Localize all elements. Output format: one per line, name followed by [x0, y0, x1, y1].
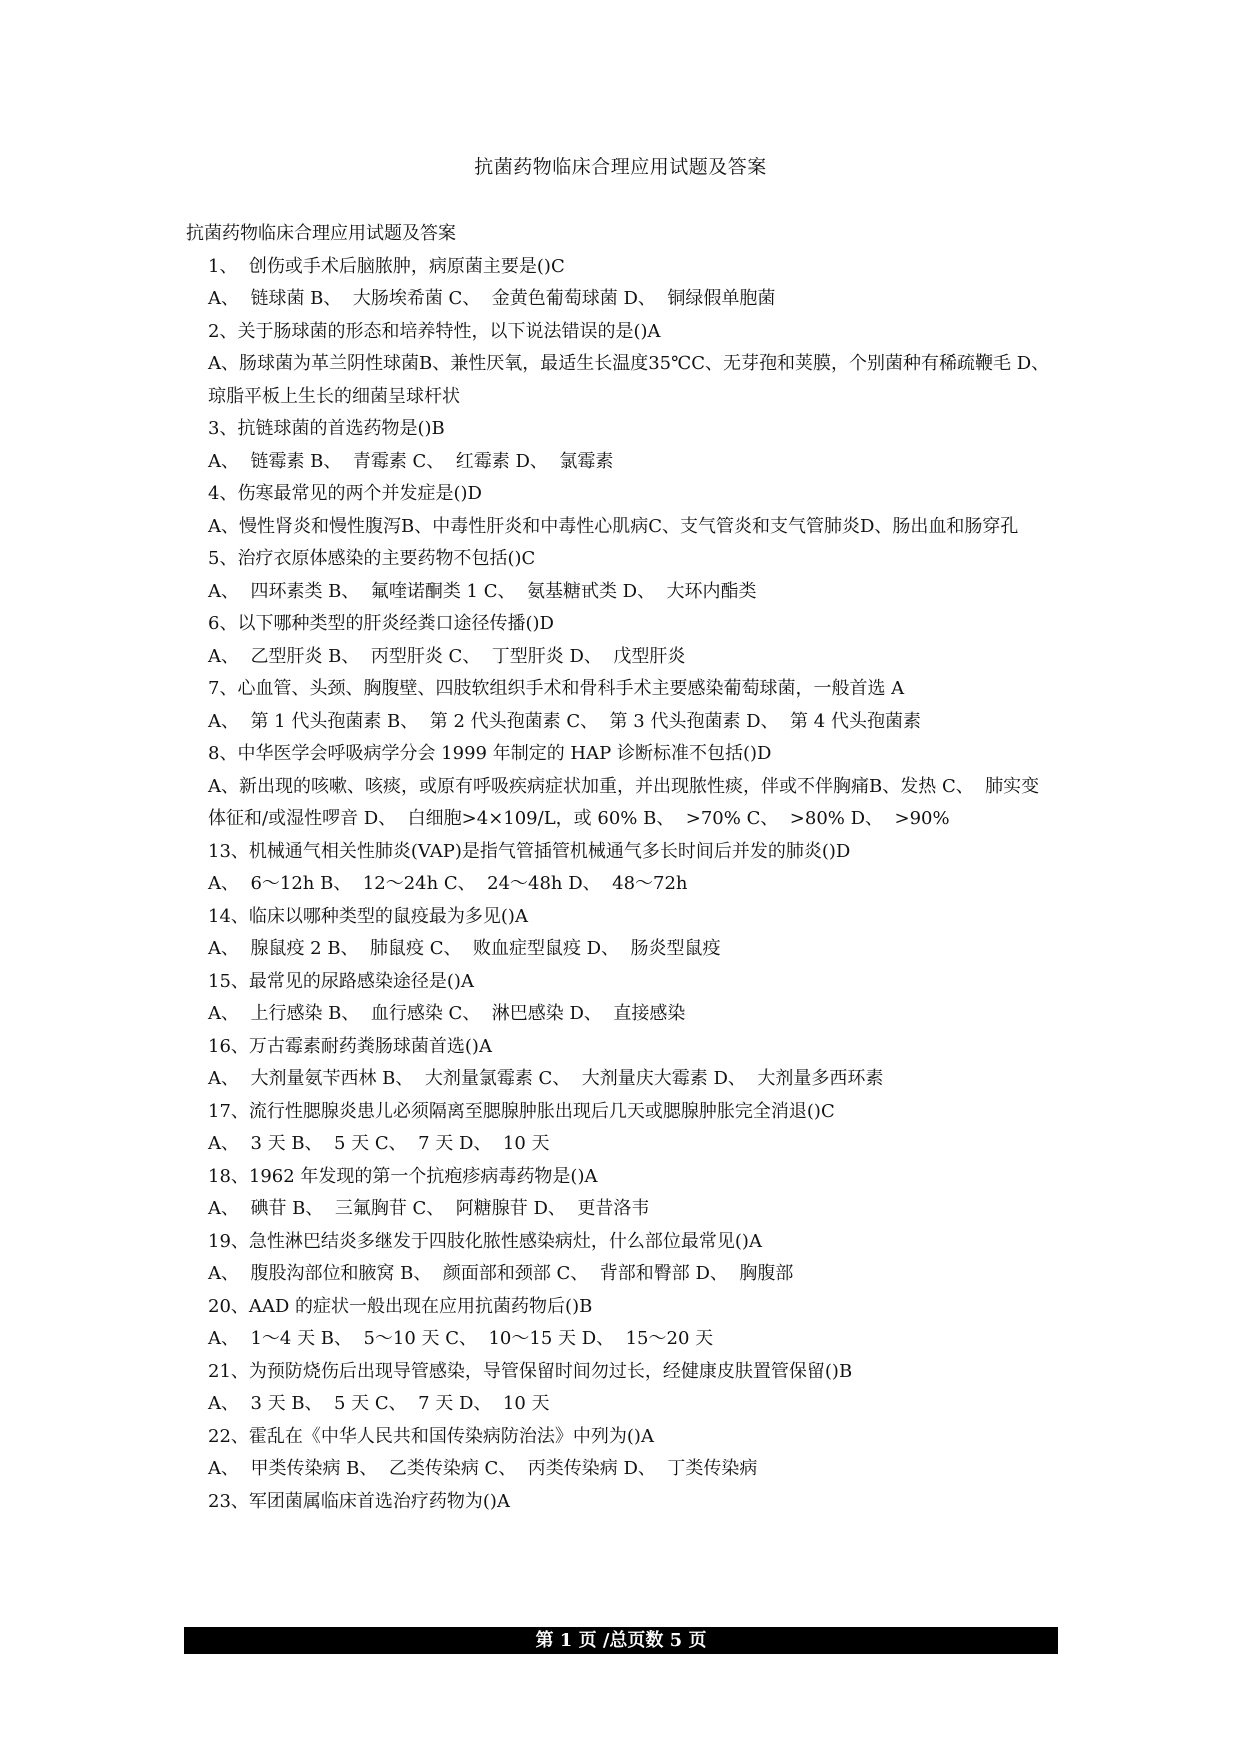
answer-options: A、新出现的咳嗽、咳痰，或原有呼吸疾病症状加重，并出现脓性痰，伴或不伴胸痛B、发热 C、 肺实变体征和/或湿性啰音 D、 白细胞>4×109/L，或 60% B、 >70% C、 >80% D、 >90%	[208, 775, 1040, 829]
question-item: 6、以下哪种类型的肝炎经粪口途径传播()D	[208, 613, 554, 634]
question-item: 22、霍乱在《中华人民共和国传染病防治法》中列为()A	[208, 1425, 654, 1447]
answer-options: A、 3 天 B、 5 天 C、 7 天 D、 10 天	[208, 1393, 550, 1414]
question-item: 5、治疗衣原体感染的主要药物不包括()C	[208, 548, 536, 569]
page-title: 抗菌药物临床合理应用试题及答案	[474, 156, 767, 178]
question-item: 18、1962 年发现的第一个抗疱疹病毒药物是()A	[208, 1165, 598, 1187]
answer-options: A、 第 1 代头孢菌素 B、 第 2 代头孢菌素 C、 第 3 代头孢菌素 D、 第 4 代头孢菌素	[208, 710, 921, 732]
answer-options: A、 碘苷 B、 三氟胸苷 C、 阿糖腺苷 D、 更昔洛韦	[208, 1198, 650, 1219]
question-item: 2、关于肠球菌的形态和培养特性，以下说法错误的是()A	[208, 320, 661, 342]
document-heading: 抗菌药物临床合理应用试题及答案	[186, 223, 456, 244]
page-footer	[184, 1627, 1058, 1654]
answer-options: A、 腹股沟部位和腋窝 B、 颜面部和颈部 C、 背部和臀部 D、 胸腹部	[208, 1263, 794, 1284]
question-item: 13、机械通气相关性肺炎(VAP)是指气管插管机械通气多长时间后并发的肺炎()D	[208, 840, 851, 862]
answer-options: A、 链球菌 B、 大肠埃希菌 C、 金黄色葡萄球菌 D、 铜绿假单胞菌	[208, 288, 776, 309]
question-item: 16、万古霉素耐药粪肠球菌首选()A	[208, 1035, 492, 1057]
answer-options: A、 6～12h B、 12～24h C、 24～48h D、 48～72h	[208, 873, 688, 894]
question-item: 14、临床以哪种类型的鼠疫最为多见()A	[208, 905, 528, 927]
answer-options: A、 链霉素 B、 青霉素 C、 红霉素 D、 氯霉素	[208, 450, 614, 472]
question-item: 21、为预防烧伤后出现导管感染，导管保留时间勿过长，经健康皮肤置管保留()B	[208, 1360, 853, 1382]
question-item: 3、抗链球菌的首选药物是()B	[208, 418, 445, 439]
page-number-label: 第 1 页 /总页数 5 页	[535, 1630, 707, 1651]
question-item: 8、中华医学会呼吸病学分会 1999 年制定的 HAP 诊断标准不包括()D	[208, 743, 772, 764]
answer-options: A、 四环素类 B、 氟喹诺酮类 1 C、 氨基糖甙类 D、 大环内酯类	[208, 580, 757, 602]
question-item: 15、最常见的尿路感染途径是()A	[208, 970, 474, 992]
question-item: 19、急性淋巴结炎多继发于四肢化脓性感染病灶，什么部位最常见()A	[208, 1230, 762, 1252]
answer-options: A、 3 天 B、 5 天 C、 7 天 D、 10 天	[208, 1133, 550, 1154]
question-item: 1、 创伤或手术后脑脓肿，病原菌主要是()C	[208, 255, 565, 277]
answer-options: A、 大剂量氨苄西林 B、 大剂量氯霉素 C、 大剂量庆大霉素 D、 大剂量多西环素	[208, 1068, 884, 1089]
document-body	[186, 218, 1061, 1518]
question-item: 20、AAD 的症状一般出现在应用抗菌药物后()B	[208, 1295, 593, 1317]
answer-options: A、慢性肾炎和慢性腹泻B、中毒性肝炎和中毒性心肌病C、支气管炎和支气管肺炎D、肠出血和肠穿孔	[208, 515, 1019, 537]
question-item: 7、心血管、头颈、胸腹壁、四肢软组织手术和骨科手术主要感染葡萄球菌，一般首选 A	[208, 678, 905, 699]
question-item: 23、军团菌属临床首选治疗药物为()A	[208, 1490, 510, 1512]
question-list	[186, 251, 1061, 1519]
question-item: 17、流行性腮腺炎患儿必须隔离至腮腺肿胀出现后几天或腮腺肿胀完全消退()C	[208, 1100, 835, 1122]
answer-options: A、 腺鼠疫 2 B、 肺鼠疫 C、 败血症型鼠疫 D、 肠炎型鼠疫	[208, 938, 721, 959]
answer-options: A、 上行感染 B、 血行感染 C、 淋巴感染 D、 直接感染	[208, 1003, 686, 1024]
answer-options: A、 乙型肝炎 B、 丙型肝炎 C、 丁型肝炎 D、 戊型肝炎	[208, 645, 686, 667]
answer-options: A、 甲类传染病 B、 乙类传染病 C、 丙类传染病 D、 丁类传染病	[208, 1458, 758, 1479]
question-item: 4、伤寒最常见的两个并发症是()D	[208, 483, 482, 504]
answer-options: A、肠球菌为革兰阴性球菌B、兼性厌氧，最适生长温度35℃C、无芽孢和荚膜，个别菌种有稀疏鞭毛 D、 琼脂平板上生长的细菌呈球杆状	[208, 353, 1061, 407]
answer-options: A、 1～4 天 B、 5～10 天 C、 10～15 天 D、 15～20 天	[208, 1328, 714, 1349]
